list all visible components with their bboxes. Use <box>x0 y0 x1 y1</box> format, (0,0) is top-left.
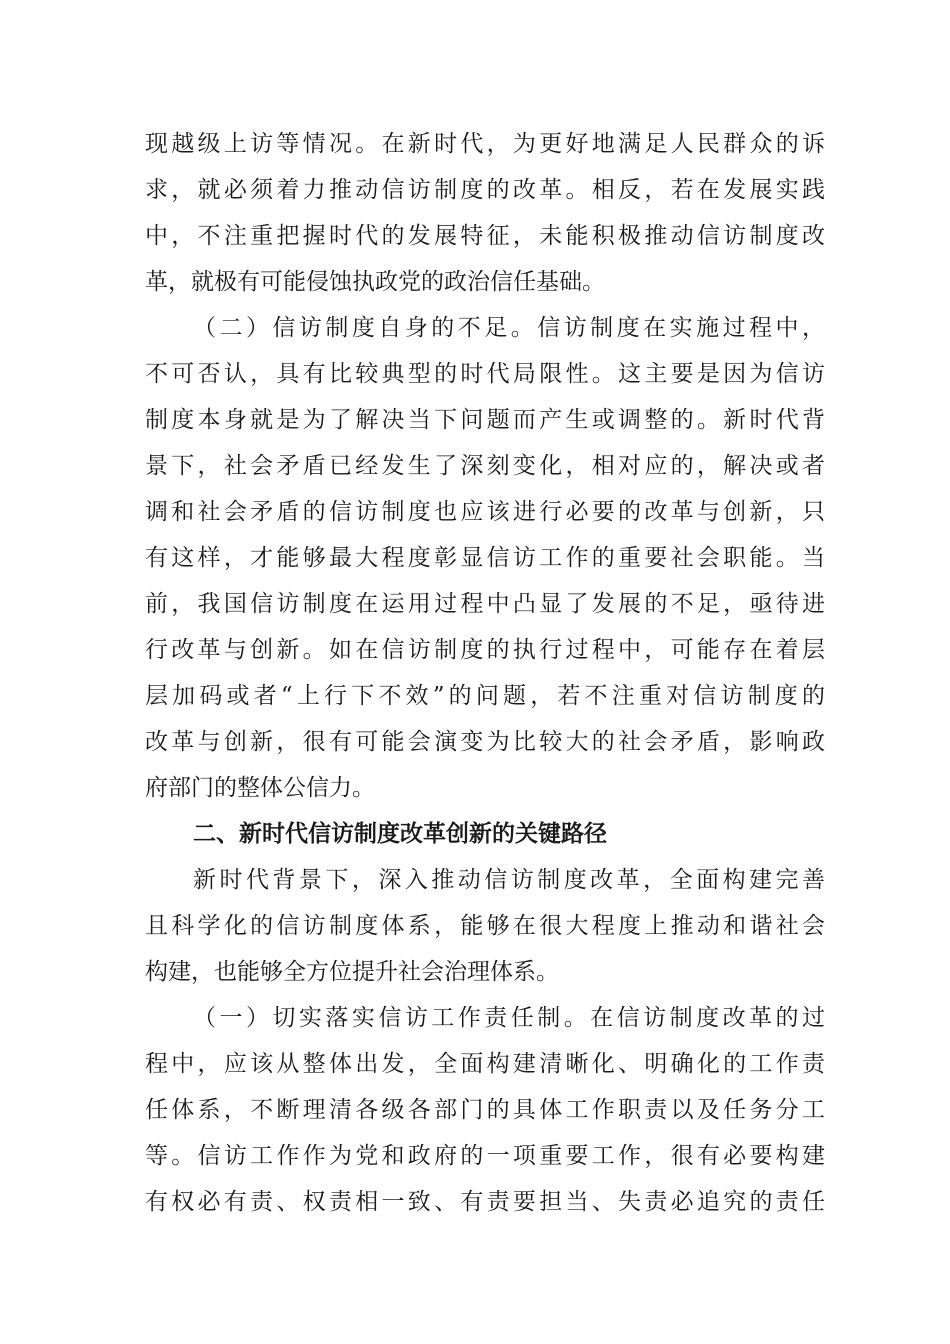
paragraph-line: 行改革与创新。如在信访制度的执行过程中，可能存在着层 <box>145 637 825 663</box>
paragraph-line: 不可否认，具有比较典型的时代局限性。这主要是因为信访 <box>145 361 825 387</box>
paragraph-line: 改革与创新，很有可能会演变为比较大的社会矛盾，影响政 <box>145 729 825 755</box>
paragraph-line: 制度本身就是为了解决当下问题而产生或调整的。新时代背 <box>145 407 825 433</box>
paragraph-line: 中，不注重把握时代的发展特征，未能积极推动信访制度改 <box>145 223 825 249</box>
paragraph-line: 层加码或者“上行下不效”的问题，若不注重对信访制度的 <box>145 683 825 709</box>
paragraph-line: 有权必有责、权责相一致、有责要担当、失责必追究的责任 <box>145 1189 825 1215</box>
paragraph-line: 景下，社会矛盾已经发生了深刻变化，相对应的，解决或者 <box>145 453 825 479</box>
paragraph-line: 前，我国信访制度在运用过程中凸显了发展的不足，亟待进 <box>145 591 825 617</box>
paragraph-line: 新时代背景下，深入推动信访制度改革，全面构建完善 <box>193 867 825 893</box>
section-heading: 二、新时代信访制度改革创新的关键路径 <box>193 821 607 847</box>
paragraph-line: 革，就极有可能侵蚀执政党的政治信任基础。 <box>145 269 605 295</box>
paragraph-line: 且科学化的信访制度体系，能够在很大程度上推动和谐社会 <box>145 913 825 939</box>
paragraph-line: 程中，应该从整体出发，全面构建清晰化、明确化的工作责 <box>145 1051 825 1077</box>
paragraph-line: 求，就必须着力推动信访制度的改革。相反，若在发展实践 <box>145 177 825 203</box>
paragraph-line: 等。信访工作作为党和政府的一项重要工作，很有必要构建 <box>145 1143 825 1169</box>
paragraph-line: 任体系，不断理清各级各部门的具体工作职责以及任务分工 <box>145 1097 825 1123</box>
paragraph-line: （二）信访制度自身的不足。信访制度在实施过程中， <box>193 315 825 341</box>
paragraph-line: 府部门的整体公信力。 <box>145 775 375 801</box>
paragraph-line: 调和社会矛盾的信访制度也应该进行必要的改革与创新，只 <box>145 499 825 525</box>
paragraph-line: 现越级上访等情况。在新时代，为更好地满足人民群众的诉 <box>145 131 825 157</box>
paragraph-line: （一）切实落实信访工作责任制。在信访制度改革的过 <box>193 1005 825 1031</box>
paragraph-line: 构建，也能够全方位提升社会治理体系。 <box>145 959 559 985</box>
paragraph-line: 有这样，才能够最大程度彰显信访工作的重要社会职能。当 <box>145 545 825 571</box>
